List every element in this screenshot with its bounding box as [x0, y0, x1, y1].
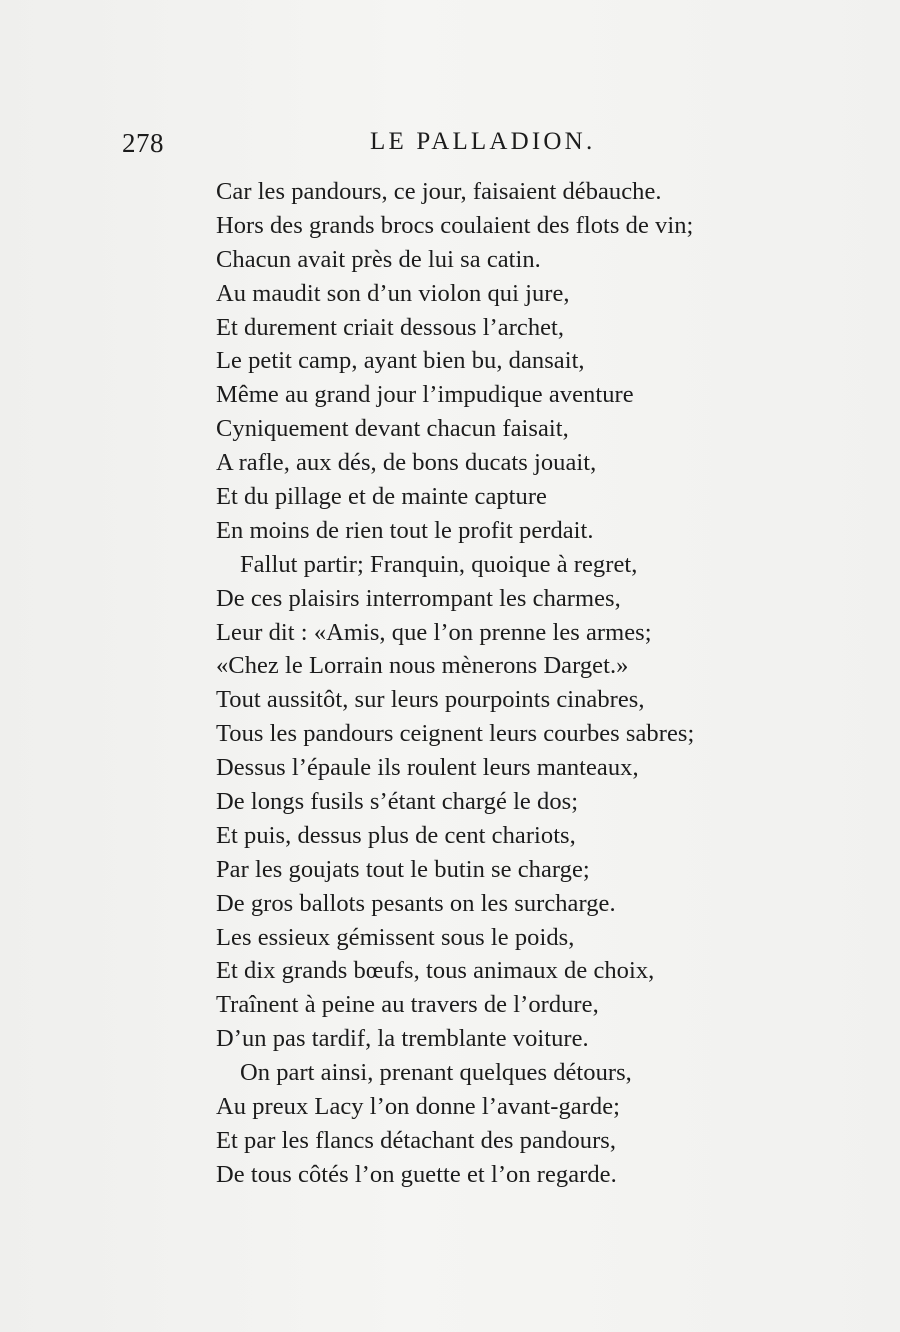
verse-line: Fallut partir; Franquin, quoique à regret, — [240, 550, 638, 578]
verse-line: En moins de rien tout le profit perdait. — [216, 516, 594, 544]
poem-text — [216, 175, 816, 1192]
verse-line: Cyniquement devant chacun faisait, — [216, 415, 569, 443]
verse-line: Même au grand jour l’impudique aventure — [216, 381, 634, 409]
verse-line: Leur dit : «Amis, que l’on prenne les armes; — [216, 618, 652, 646]
verse-line: Et dix grands bœufs, tous animaux de choix, — [216, 957, 655, 985]
verse-line: Traînent à peine au travers de l’ordure, — [216, 991, 599, 1019]
verse-line: Hors des grands brocs coulaient des flots de vin; — [216, 211, 694, 239]
verse-line: Au preux Lacy l’on donne l’avant-garde; — [216, 1093, 620, 1121]
verse-line: Les essieux gémissent sous le poids, — [216, 923, 575, 951]
verse-line: De gros ballots pesants on les surcharge. — [216, 889, 616, 917]
verse-line: Au maudit son d’un violon qui jure, — [216, 279, 570, 307]
verse-line: A rafle, aux dés, de bons ducats jouait, — [216, 449, 597, 477]
page-number: 278 — [122, 128, 164, 158]
running-title: LE PALLADION. — [370, 128, 596, 155]
verse-line: On part ainsi, prenant quelques détours, — [240, 1059, 632, 1087]
verse-line: Et durement criait dessous l’archet, — [216, 313, 565, 341]
verse-line: Dessus l’épaule ils roulent leurs manteaux, — [216, 754, 639, 782]
verse-line: Et puis, dessus plus de cent chariots, — [216, 821, 576, 849]
verse-line: Car les pandours, ce jour, faisaient débauche. — [216, 178, 662, 205]
verse-line: Chacun avait près de lui sa catin. — [216, 245, 541, 273]
verse-line: Et par les flancs détachant des pandours, — [216, 1126, 617, 1154]
verse-line: Le petit camp, ayant bien bu, dansait, — [216, 347, 585, 375]
verse-line: De ces plaisirs interrompant les charmes, — [216, 584, 621, 612]
page-header — [122, 128, 642, 168]
verse-line: Par les goujats tout le butin se charge; — [216, 855, 590, 883]
verse-line: Tous les pandours ceignent leurs courbes sabres; — [216, 720, 695, 748]
verse-line: Et du pillage et de mainte capture — [216, 483, 547, 511]
verse-line: Tout aussitôt, sur leurs pourpoints cinabres, — [216, 686, 645, 714]
verse-line: «Chez le Lorrain nous mènerons Darget.» — [216, 652, 629, 680]
verse-line: De longs fusils s’étant chargé le dos; — [216, 788, 579, 816]
verse-line: De tous côtés l’on guette et l’on regarde. — [216, 1160, 617, 1188]
verse-line: D’un pas tardif, la tremblante voiture. — [216, 1025, 589, 1053]
